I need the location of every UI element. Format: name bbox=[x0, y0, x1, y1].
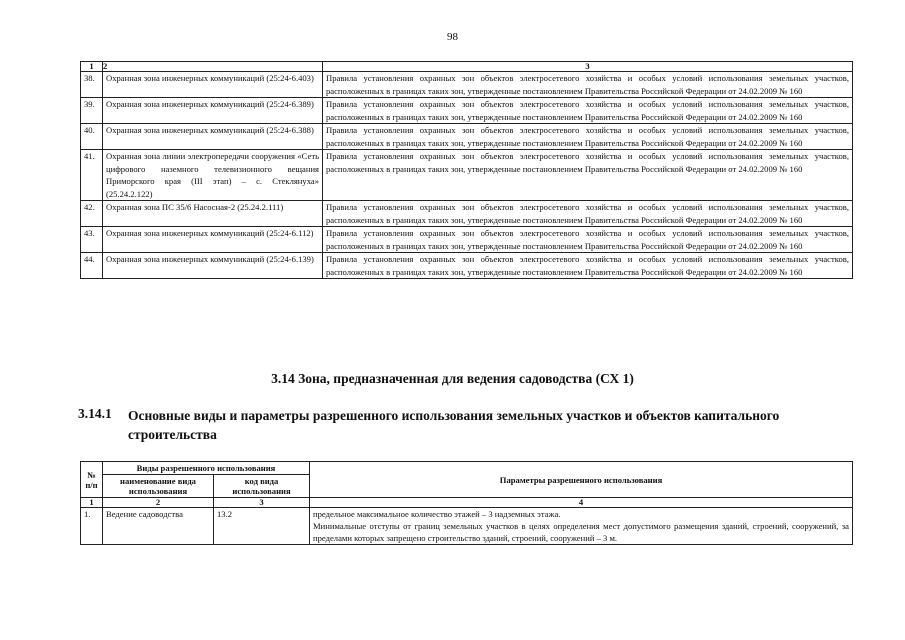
table-index-row bbox=[81, 498, 853, 508]
row-number: 41. bbox=[81, 150, 103, 201]
use-kind-code: 13.2 bbox=[214, 508, 310, 545]
subsection-number: 3.14.1 bbox=[78, 406, 112, 421]
table-row bbox=[81, 508, 853, 545]
header-parameters: Параметры разрешенного использования bbox=[310, 462, 853, 498]
zone-name: Охранная зона инженерных коммуникаций (25:24-6.389) bbox=[103, 98, 323, 124]
section-title: 3.14 Зона, предназначенная для ведения садоводства (СХ 1) bbox=[271, 371, 634, 386]
column-index-2: 2 bbox=[103, 62, 323, 72]
column-index-2: 2 bbox=[103, 498, 214, 508]
zone-rule: Правила установления охранных зон объектов электросетевого хозяйства и особых условий использования земельных участков, расположенных в границах таких зон, утвержденные постановлением Правительства Российской Федерации от 24.02.2009 № 160 bbox=[323, 201, 853, 227]
table-row bbox=[81, 253, 853, 279]
zone-name: Охранная зона инженерных коммуникаций (25:24-6.388) bbox=[103, 124, 323, 150]
table-row bbox=[81, 201, 853, 227]
parameter-floors: предельное максимальное количество этажей – 3 надземных этажа. bbox=[313, 509, 561, 519]
table-row bbox=[81, 150, 853, 201]
table-row bbox=[81, 124, 853, 150]
zone-name: Охранная зона линии электропередачи сооружения «Сеть цифрового наземного телевизионного вещания Приморского края (III этап) – с. Стеклянуха» (25.24.2.122) bbox=[103, 150, 323, 201]
table-header-row bbox=[81, 62, 853, 72]
zone-rule: Правила установления охранных зон объектов электросетевого хозяйства и особых условий использования земельных участков, расположенных в границах таких зон, утвержденные постановлением Правительства Российской Федерации от 24.02.2009 № 160 bbox=[323, 98, 853, 124]
parameter-setbacks: Минимальные отступы от границ земельных участков в целях определения мест допустимого размещения зданий, строений, сооружений, за пределами которых запрещено строительство зданий, строений, сооружений – 3 м. bbox=[313, 521, 849, 543]
zone-rule: Правила установления охранных зон объектов электросетевого хозяйства и особых условий использования земельных участков, расположенных в границах таких зон, утвержденные постановлением Правительства Российской Федерации от 24.02.2009 № 160 bbox=[323, 124, 853, 150]
permitted-use-table bbox=[80, 461, 853, 545]
zone-name: Охранная зона инженерных коммуникаций (25:24-6.139) bbox=[103, 253, 323, 279]
column-index-1: 1 bbox=[81, 498, 103, 508]
zone-rule: Правила установления охранных зон объектов электросетевого хозяйства и особых условий использования земельных участков, расположенных в границах таких зон, утвержденные постановлением Правительства Российской Федерации от 24.02.2009 № 160 bbox=[323, 253, 853, 279]
zone-rule: Правила установления охранных зон объектов электросетевого хозяйства и особых условий использования земельных участков, расположенных в границах таких зон, утвержденные постановлением Правительства Российской Федерации от 24.02.2009 № 160 bbox=[323, 227, 853, 253]
zone-name: Охранная зона инженерных коммуникаций (25:24-6.112) bbox=[103, 227, 323, 253]
header-number: № п/п bbox=[81, 462, 103, 498]
row-number: 42. bbox=[81, 201, 103, 227]
use-parameters bbox=[310, 508, 853, 545]
row-number: 1. bbox=[81, 508, 103, 545]
row-number: 38. bbox=[81, 72, 103, 98]
column-index-4: 4 bbox=[310, 498, 853, 508]
column-index-1: 1 bbox=[81, 62, 103, 72]
row-number: 40. bbox=[81, 124, 103, 150]
table-row bbox=[81, 227, 853, 253]
table-header-row bbox=[81, 462, 853, 475]
column-index-3: 3 bbox=[323, 62, 853, 72]
subsection-title: Основные виды и параметры разрешенного использования земельных участков и объектов капитального строительства bbox=[128, 408, 780, 442]
table-row bbox=[81, 98, 853, 124]
table-row bbox=[81, 72, 853, 98]
header-kind-name: наименование вида использования bbox=[103, 475, 214, 498]
header-use-kinds: Виды разрешенного использования bbox=[103, 462, 310, 475]
header-kind-code: код вида использования bbox=[214, 475, 310, 498]
zone-rule: Правила установления охранных зон объектов электросетевого хозяйства и особых условий использования земельных участков, расположенных в границах таких зон, утвержденные постановлением Правительства Российской Федерации от 24.02.2009 № 160 bbox=[323, 150, 853, 201]
protection-zones-table bbox=[80, 61, 853, 279]
zone-rule: Правила установления охранных зон объектов электросетевого хозяйства и особых условий использования земельных участков, расположенных в границах таких зон, утвержденные постановлением Правительства Российской Федерации от 24.02.2009 № 160 bbox=[323, 72, 853, 98]
row-number: 39. bbox=[81, 98, 103, 124]
use-kind-name: Ведение садоводства bbox=[103, 508, 214, 545]
row-number: 44. bbox=[81, 253, 103, 279]
column-index-3: 3 bbox=[214, 498, 310, 508]
zone-name: Охранная зона инженерных коммуникаций (25:24-6.403) bbox=[103, 72, 323, 98]
zone-name: Охранная зона ПС 35/6 Насосная-2 (25.24.2.111) bbox=[103, 201, 323, 227]
page-number: 98 bbox=[447, 31, 458, 43]
row-number: 43. bbox=[81, 227, 103, 253]
